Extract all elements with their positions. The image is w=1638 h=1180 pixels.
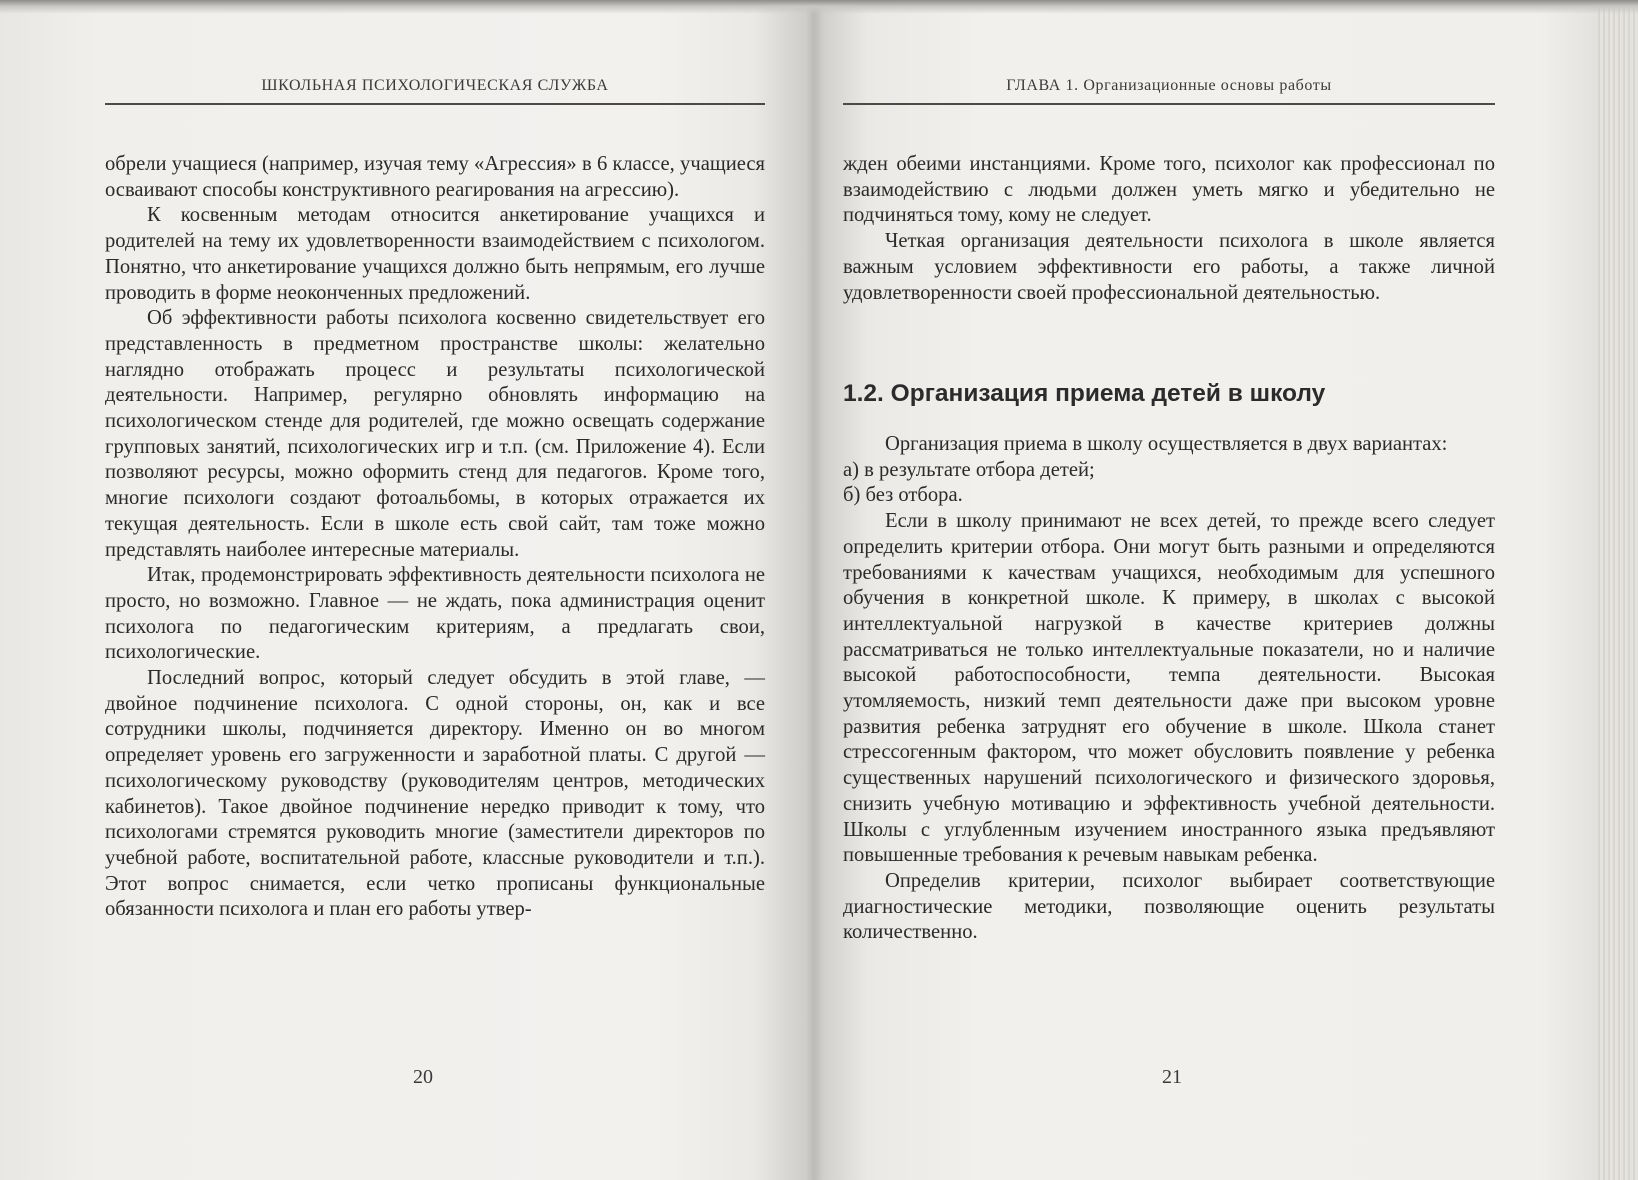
section-paragraph-1: Организация приема в школу осуществляется в двух вариантах: <box>885 433 1448 455</box>
left-paragraph-4: Итак, продемонстрировать эффективность деятельности психолога не просто, но возможно. Главное — не ждать, пока администрация оценит психолога по педагогическим критериям, а предлагать свои, психологические. <box>105 564 765 664</box>
left-header-rule <box>105 103 765 105</box>
right-body-text-top <box>843 152 1495 306</box>
right-paragraph-1: жден обеими инстанциями. Кроме того, психолог как профессионал по взаимодействию с людьми должен уметь мягко и убедительно не подчиняться тому, кому не следует. <box>843 153 1495 227</box>
list-item-b: б) без отбора. <box>843 484 963 507</box>
left-page-number: 20 <box>413 1066 433 1088</box>
left-page <box>105 0 765 1180</box>
section-paragraph-3: Определив критерии, психолог выбирает соответствующие диагностические методики, позволяющие оценить результаты количественно. <box>843 869 1495 944</box>
left-running-head: ШКОЛЬНАЯ ПСИХОЛОГИЧЕСКАЯ СЛУЖБА <box>261 77 609 94</box>
left-paragraph-5: Последний вопрос, который следует обсудить в этой главе, — двойное подчинение психолога. С одной стороны, он, как и все сотрудники школы, подчиняется директору. Именно он во многом определяет уровень его загруженности и заработной платы. С другой — психологическому руководству (руководителям центров, методических кабинетов). Такое двойное подчинение нередко приводит к тому, что психологами стремятся руководить многие (заместители директоров по учебной работе, воспитательной работе, классные руководители и т.п.). Этот вопрос снимается, если четко прописаны функциональные обязанности психолога и план его работы утвер- <box>105 667 765 921</box>
left-paragraph-3: Об эффективности работы психолога косвенно свидетельствует его представленность в предметном пространстве школы: желательно наглядно отображать процесс и результаты психологической деятельности. Например, регулярно обновлять информацию на психологическом стенде для родителей, где можно освещать содержание групповых занятий, психологических игр и т.п. (см. Приложение 4). Если позволяют ресурсы, можно оформить стенд для педагогов. Кроме того, многие психологи создают фотоальбомы, в которых отражается их текущая деятельность. Если в школе есть свой сайт, там тоже можно представлять наиболее интересные материалы. <box>105 307 765 561</box>
section-heading: 1.2. Организация приема детей в школу <box>843 380 1326 407</box>
right-page-number: 21 <box>1162 1066 1182 1088</box>
right-body-text-section <box>843 432 1495 946</box>
page-edges <box>1596 0 1638 1180</box>
right-paragraph-2: Четкая организация деятельности психолога в школе является важным условием эффективности его работы, а также личной удовлетворенности своей профессиональной деятельностью. <box>843 230 1495 304</box>
left-paragraph-1: обрели учащиеся (например, изучая тему «Агрессия» в 6 классе, учащиеся осваивают способы конструктивного реагирования на агрессию). <box>105 153 765 201</box>
right-header-rule <box>843 103 1495 105</box>
left-body-text <box>105 152 765 923</box>
right-running-head: ГЛАВА 1. Организационные основы работы <box>1006 77 1332 94</box>
list-item-a: а) в результате отбора детей; <box>843 458 1095 481</box>
section-paragraph-2: Если в школу принимают не всех детей, то прежде всего следует определить критерии отбора. Они могут быть разными и определяются требованиями к качествам учащихся, необходимым для успешного обучения в конкретной школе. К примеру, в школах с высокой интеллектуальной нагрузкой в качестве критериев должны рассматриваться не только интеллектуальные показатели, но и наличие высокой работоспособности, темпа деятельности. Высокая утомляемость, низкий темп деятельности даже при высоком уровне развития ребенка затруднят его обучение в школе. Школа станет стрессогенным фактором, что может обусловить появление у ребенка существенных нарушений психологического и физического здоровья, снизить учебную мотивацию и эффективность учебной деятельности. Школы с углубленным изучением иностранного языка предъявляют повышенные требования к речевым навыкам ребенка. <box>843 510 1495 867</box>
right-page <box>843 0 1495 1180</box>
left-paragraph-2: К косвенным методам относится анкетирование учащихся и родителей на тему их удовлетворенности взаимодействием с психологом. Понятно, что анкетирование учащихся должно быть непрямым, его лучше проводить в форме неоконченных предложений. <box>105 204 765 304</box>
